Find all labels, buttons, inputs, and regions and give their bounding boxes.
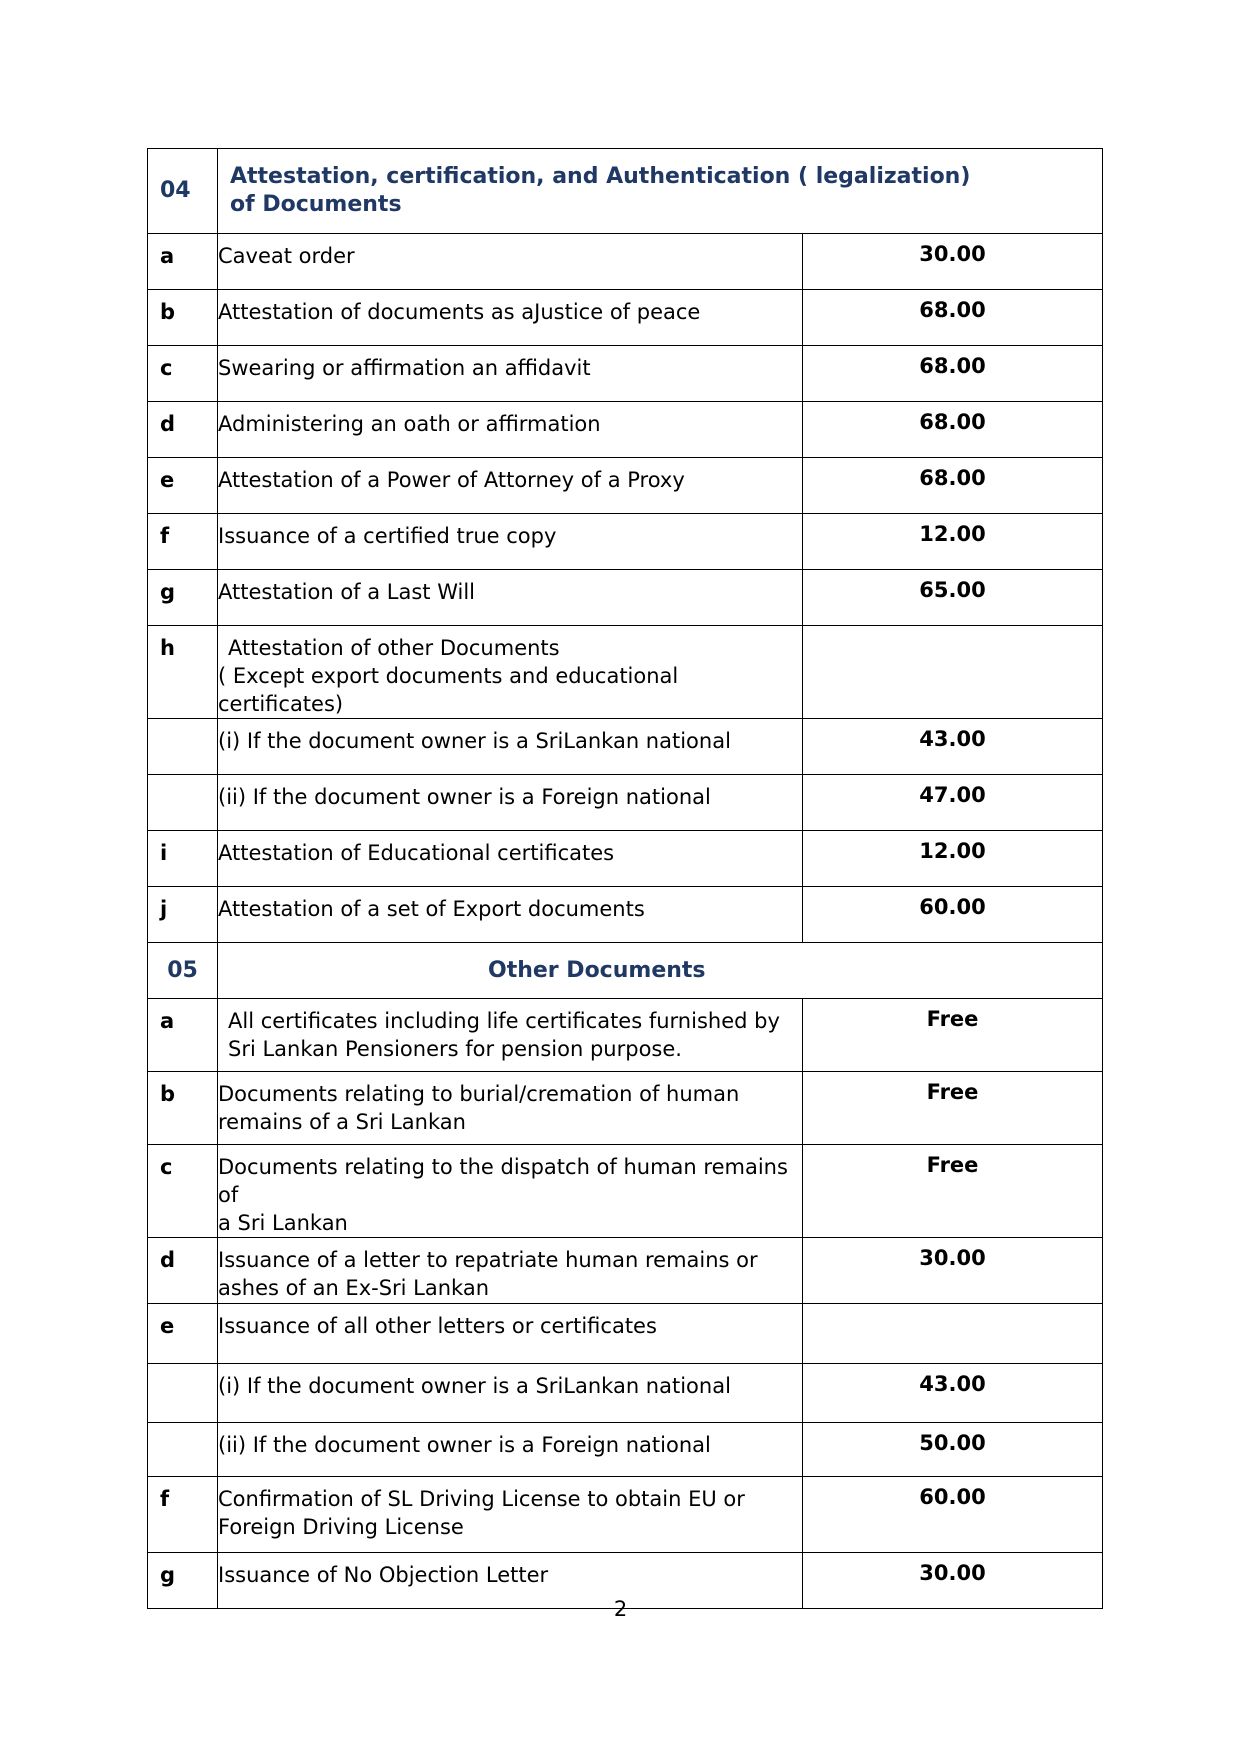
row-letter: d: [148, 402, 218, 458]
row-amount: 68.00: [803, 402, 1103, 458]
table-row: [148, 1238, 1103, 1304]
row-description-line2: ( Except export documents and educational certificates): [218, 664, 679, 716]
row-description-line2: a Sri Lankan: [218, 1211, 348, 1235]
row-amount: 50.00: [803, 1423, 1103, 1477]
row-amount: 30.00: [803, 1553, 1103, 1609]
row-description-line1: Documents relating to the dispatch of human remains of: [218, 1155, 788, 1207]
row-description: [218, 626, 803, 719]
row-description: Attestation of a set of Export documents: [218, 887, 803, 943]
row-amount: 47.00: [803, 775, 1103, 831]
table-row: [148, 1304, 1103, 1364]
row-amount: 12.00: [803, 831, 1103, 887]
table-row: [148, 831, 1103, 887]
row-letter: c: [148, 346, 218, 402]
row-letter: e: [148, 458, 218, 514]
table-row: [148, 1364, 1103, 1423]
row-description-line1: Attestation of other Documents: [228, 636, 560, 660]
row-letter: d: [148, 1238, 218, 1304]
row-description: [218, 999, 803, 1072]
row-description-line1: Documents relating to burial/cremation of human: [218, 1082, 740, 1106]
row-description: Attestation of a Last Will: [218, 570, 803, 626]
row-letter: b: [148, 290, 218, 346]
table-row: [148, 234, 1103, 290]
row-description-line1: Issuance of a letter to repatriate human remains or: [218, 1248, 758, 1272]
row-description: Issuance of a certified true copy: [218, 514, 803, 570]
row-amount: Free: [803, 1072, 1103, 1145]
table-row: [148, 570, 1103, 626]
row-description: (ii) If the document owner is a Foreign national: [218, 1423, 803, 1477]
row-amount: 60.00: [803, 1477, 1103, 1553]
row-description-line2: ashes of an Ex-Sri Lankan: [218, 1276, 490, 1300]
row-letter: b: [148, 1072, 218, 1145]
row-letter: h: [148, 626, 218, 719]
row-letter: f: [148, 514, 218, 570]
row-description: [218, 1238, 803, 1304]
row-amount: 68.00: [803, 290, 1103, 346]
table-row: [148, 458, 1103, 514]
table-row: [148, 1477, 1103, 1553]
table-row: [148, 514, 1103, 570]
page-number: 2: [613, 1597, 628, 1621]
row-description-line2: remains of a Sri Lankan: [218, 1110, 466, 1134]
row-letter: j: [148, 887, 218, 943]
table-row: [148, 1072, 1103, 1145]
row-description: Attestation of Educational certificates: [218, 831, 803, 887]
row-description: Administering an oath or affirmation: [218, 402, 803, 458]
row-letter: i: [148, 831, 218, 887]
row-letter: c: [148, 1145, 218, 1238]
row-letter: [148, 719, 218, 775]
row-amount: [803, 626, 1103, 719]
row-amount: 43.00: [803, 719, 1103, 775]
row-description: Caveat order: [218, 234, 803, 290]
row-amount: 12.00: [803, 514, 1103, 570]
section-title: Other Documents: [218, 943, 1103, 999]
row-letter: [148, 1364, 218, 1423]
table-row: [148, 346, 1103, 402]
section-header-04: [148, 149, 1103, 234]
row-amount: Free: [803, 999, 1103, 1072]
row-description: Attestation of a Power of Attorney of a Proxy: [218, 458, 803, 514]
row-amount: Free: [803, 1145, 1103, 1238]
table-row: [148, 999, 1103, 1072]
row-amount: 68.00: [803, 458, 1103, 514]
row-letter: [148, 775, 218, 831]
row-letter: f: [148, 1477, 218, 1553]
row-description-line1: All certificates including life certificates furnished by: [228, 1009, 780, 1033]
table-row: [148, 290, 1103, 346]
table-row: [148, 887, 1103, 943]
row-amount: 30.00: [803, 1238, 1103, 1304]
row-amount: 68.00: [803, 346, 1103, 402]
row-amount: 30.00: [803, 234, 1103, 290]
row-description: Swearing or affirmation an affidavit: [218, 346, 803, 402]
row-description: (i) If the document owner is a SriLankan national: [218, 719, 803, 775]
row-description: [218, 1477, 803, 1553]
table-row: [148, 1145, 1103, 1238]
row-description-line2: Foreign Driving License: [218, 1515, 464, 1539]
row-amount: 43.00: [803, 1364, 1103, 1423]
section-title: Attestation, certification, and Authentication ( legalization) of Documents: [218, 149, 1103, 234]
row-letter: a: [148, 999, 218, 1072]
table-row: [148, 775, 1103, 831]
row-letter: g: [148, 1553, 218, 1609]
row-description: [218, 1145, 803, 1238]
row-amount: 60.00: [803, 887, 1103, 943]
table-row: [148, 626, 1103, 719]
fee-table: [147, 148, 1103, 1609]
row-letter: e: [148, 1304, 218, 1364]
section-header-05: [148, 943, 1103, 999]
row-description-line1: Confirmation of SL Driving License to obtain EU or: [218, 1487, 745, 1511]
row-description: [218, 1072, 803, 1145]
table-row: [148, 402, 1103, 458]
row-amount: [803, 1304, 1103, 1364]
table-row: [148, 1423, 1103, 1477]
section-number: 05: [148, 943, 218, 999]
section-number: 04: [148, 149, 218, 234]
row-letter: g: [148, 570, 218, 626]
row-description: Issuance of No Objection Letter: [218, 1553, 803, 1609]
table-row: [148, 719, 1103, 775]
row-description: Attestation of documents as aJustice of peace: [218, 290, 803, 346]
row-description-line2: Sri Lankan Pensioners for pension purpose.: [228, 1037, 682, 1061]
row-amount: 65.00: [803, 570, 1103, 626]
row-letter: [148, 1423, 218, 1477]
row-description: (i) If the document owner is a SriLankan national: [218, 1364, 803, 1423]
row-description: (ii) If the document owner is a Foreign national: [218, 775, 803, 831]
row-letter: a: [148, 234, 218, 290]
row-description: Issuance of all other letters or certificates: [218, 1304, 803, 1364]
